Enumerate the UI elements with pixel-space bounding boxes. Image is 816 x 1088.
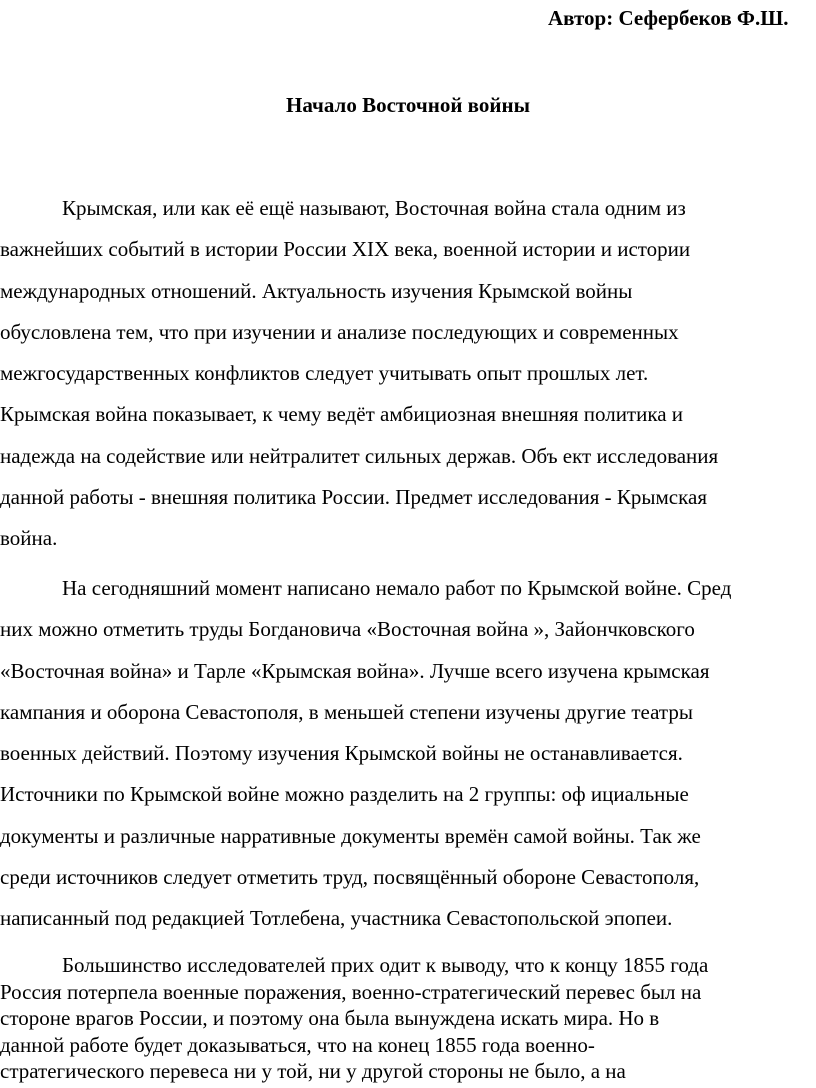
text-line: военных действий. Поэтому изучения Крымской войны не останавливается. xyxy=(0,741,683,766)
text-line: На сегодняшний момент написано немало работ по Крымской войне. Сред xyxy=(62,576,732,600)
text-line: среди источников следует отметить труд, посвящённый обороне Севастополя, xyxy=(0,865,700,890)
text-line: обусловлена тем, что при изучении и анализе последующих и современных xyxy=(0,319,679,344)
text-line: данной работы - внешняя политика России. Предмет исследования - Крымская xyxy=(0,485,707,510)
text-line: Крымская война показывает, к чему ведёт амбициозная внешняя политика и xyxy=(0,402,684,427)
text-line: кампания и оборона Севастополя, в меньшей степени изучены другие театры xyxy=(0,699,693,724)
text-line: них можно отметить труды Богдановича «Восточная война », Зайончковского xyxy=(0,617,695,642)
text-line: межгосударственных конфликтов следует учитывать опыт прошлых лет. xyxy=(0,361,649,386)
text-line: написанный под редакцией Тотлебена, участника Севастопольской эпопеи. xyxy=(0,906,673,931)
text-line: документы и различные нарративные документы времён самой войны. Так же xyxy=(0,823,701,848)
text-line: «Восточная война» и Тарле «Крымская война». Лучше всего изучена крымская xyxy=(0,658,710,683)
paragraph-thesis xyxy=(0,952,816,1085)
text-line: война. xyxy=(0,526,58,551)
document-title: Начало Восточной войны xyxy=(286,93,530,117)
text-line: Крымская, или как её ещё называют, Восточная война стала одним из xyxy=(62,196,686,220)
paragraph-intro xyxy=(0,188,816,560)
text-line: стратегического перевеса ни у той, ни у другой стороны не было, а на xyxy=(0,1059,626,1084)
text-line: надежда на содействие или нейтралитет сильных держав. Объ ект исследования xyxy=(0,443,719,468)
text-line: Россия потерпела военные поражения, военно-стратегический перевес был на xyxy=(0,979,702,1004)
text-line: данной работе будет доказываться, что на конец 1855 года военно- xyxy=(0,1032,595,1057)
text-line: Источники по Крымской войне можно разделить на 2 группы: оф ициальные xyxy=(0,782,689,807)
text-line: международных отношений. Актуальность изучения Крымской войны xyxy=(0,278,633,303)
paragraph-historiography xyxy=(0,568,816,940)
text-line: Большинство исследователей прих одит к выводу, что к концу 1855 года xyxy=(62,953,709,977)
author-line: Автор: Сефербеков Ф.Ш. xyxy=(548,6,789,30)
text-line: важнейших событий в истории России XIX века, военной истории и истории xyxy=(0,237,691,262)
text-line: стороне врагов России, и поэтому она была вынуждена искать мира. Но в xyxy=(0,1006,660,1031)
